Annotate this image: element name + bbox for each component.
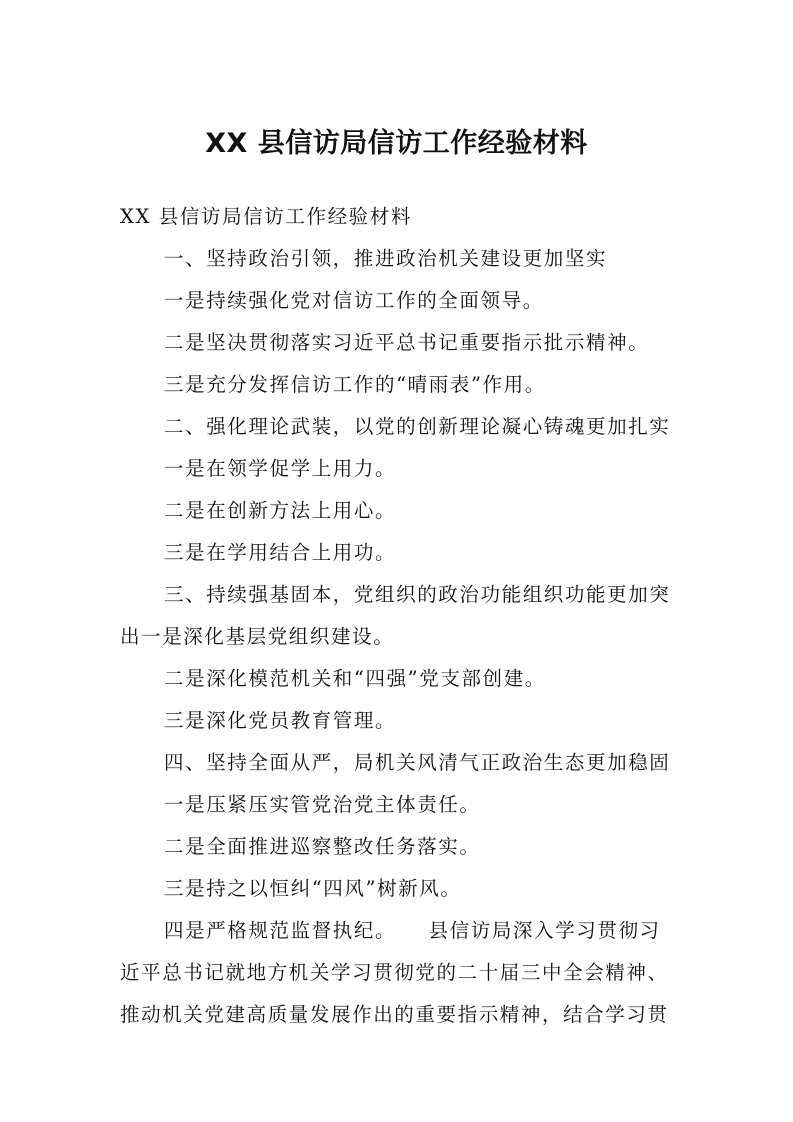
paragraph: 二是全面推进巡察整改任务落实。 <box>164 835 481 858</box>
document-body <box>120 196 676 1036</box>
paragraph: 三是深化党员教育管理。 <box>164 709 397 732</box>
paragraph: 一是在领学促学上用力。 <box>164 457 397 480</box>
section-heading: 三、持续强基固本，党组织的政治功能组织功能更加突出一是深化基层党组织建设。 <box>120 583 671 648</box>
section-heading: 二、强化理论武装，以党的创新理论凝心铸魂更加扎实 <box>164 415 671 438</box>
section-heading: 一、坚持政治引领，推进政治机关建设更加坚实 <box>164 247 608 270</box>
paragraph: 一是压紧压实管党治党主体责任。 <box>164 793 481 816</box>
document-title: XX 县信访局信访工作经验材料 <box>205 128 588 159</box>
paragraph: 三是充分发挥信访工作的“晴雨表”作用。 <box>164 373 546 396</box>
paragraph: 三是持之以恒纠“四风”树新风。 <box>164 877 462 900</box>
paragraph: 三是在学用结合上用功。 <box>164 541 397 564</box>
paragraph: 二是在创新方法上用心。 <box>164 499 397 522</box>
paragraph: 一是持续强化党对信访工作的全面领导。 <box>164 289 544 312</box>
section-heading: 四、坚持全面从严，局机关风清气正政治生态更加稳固 <box>164 751 671 774</box>
paragraph: 二是深化模范机关和“四强”党支部创建。 <box>164 667 546 690</box>
paragraph: XX 县信访局信访工作经验材料 <box>120 205 412 228</box>
paragraph: 四是严格规范监督执纪。 县信访局深入学习贯彻习近平总书记就地方机关学习贯彻党的二十届三中全会精神、推动机关党建高质量发展作出的重要指示精神，结合学习贯 <box>120 919 669 1026</box>
paragraph: 二是坚决贯彻落实习近平总书记重要指示批示精神。 <box>164 331 650 354</box>
